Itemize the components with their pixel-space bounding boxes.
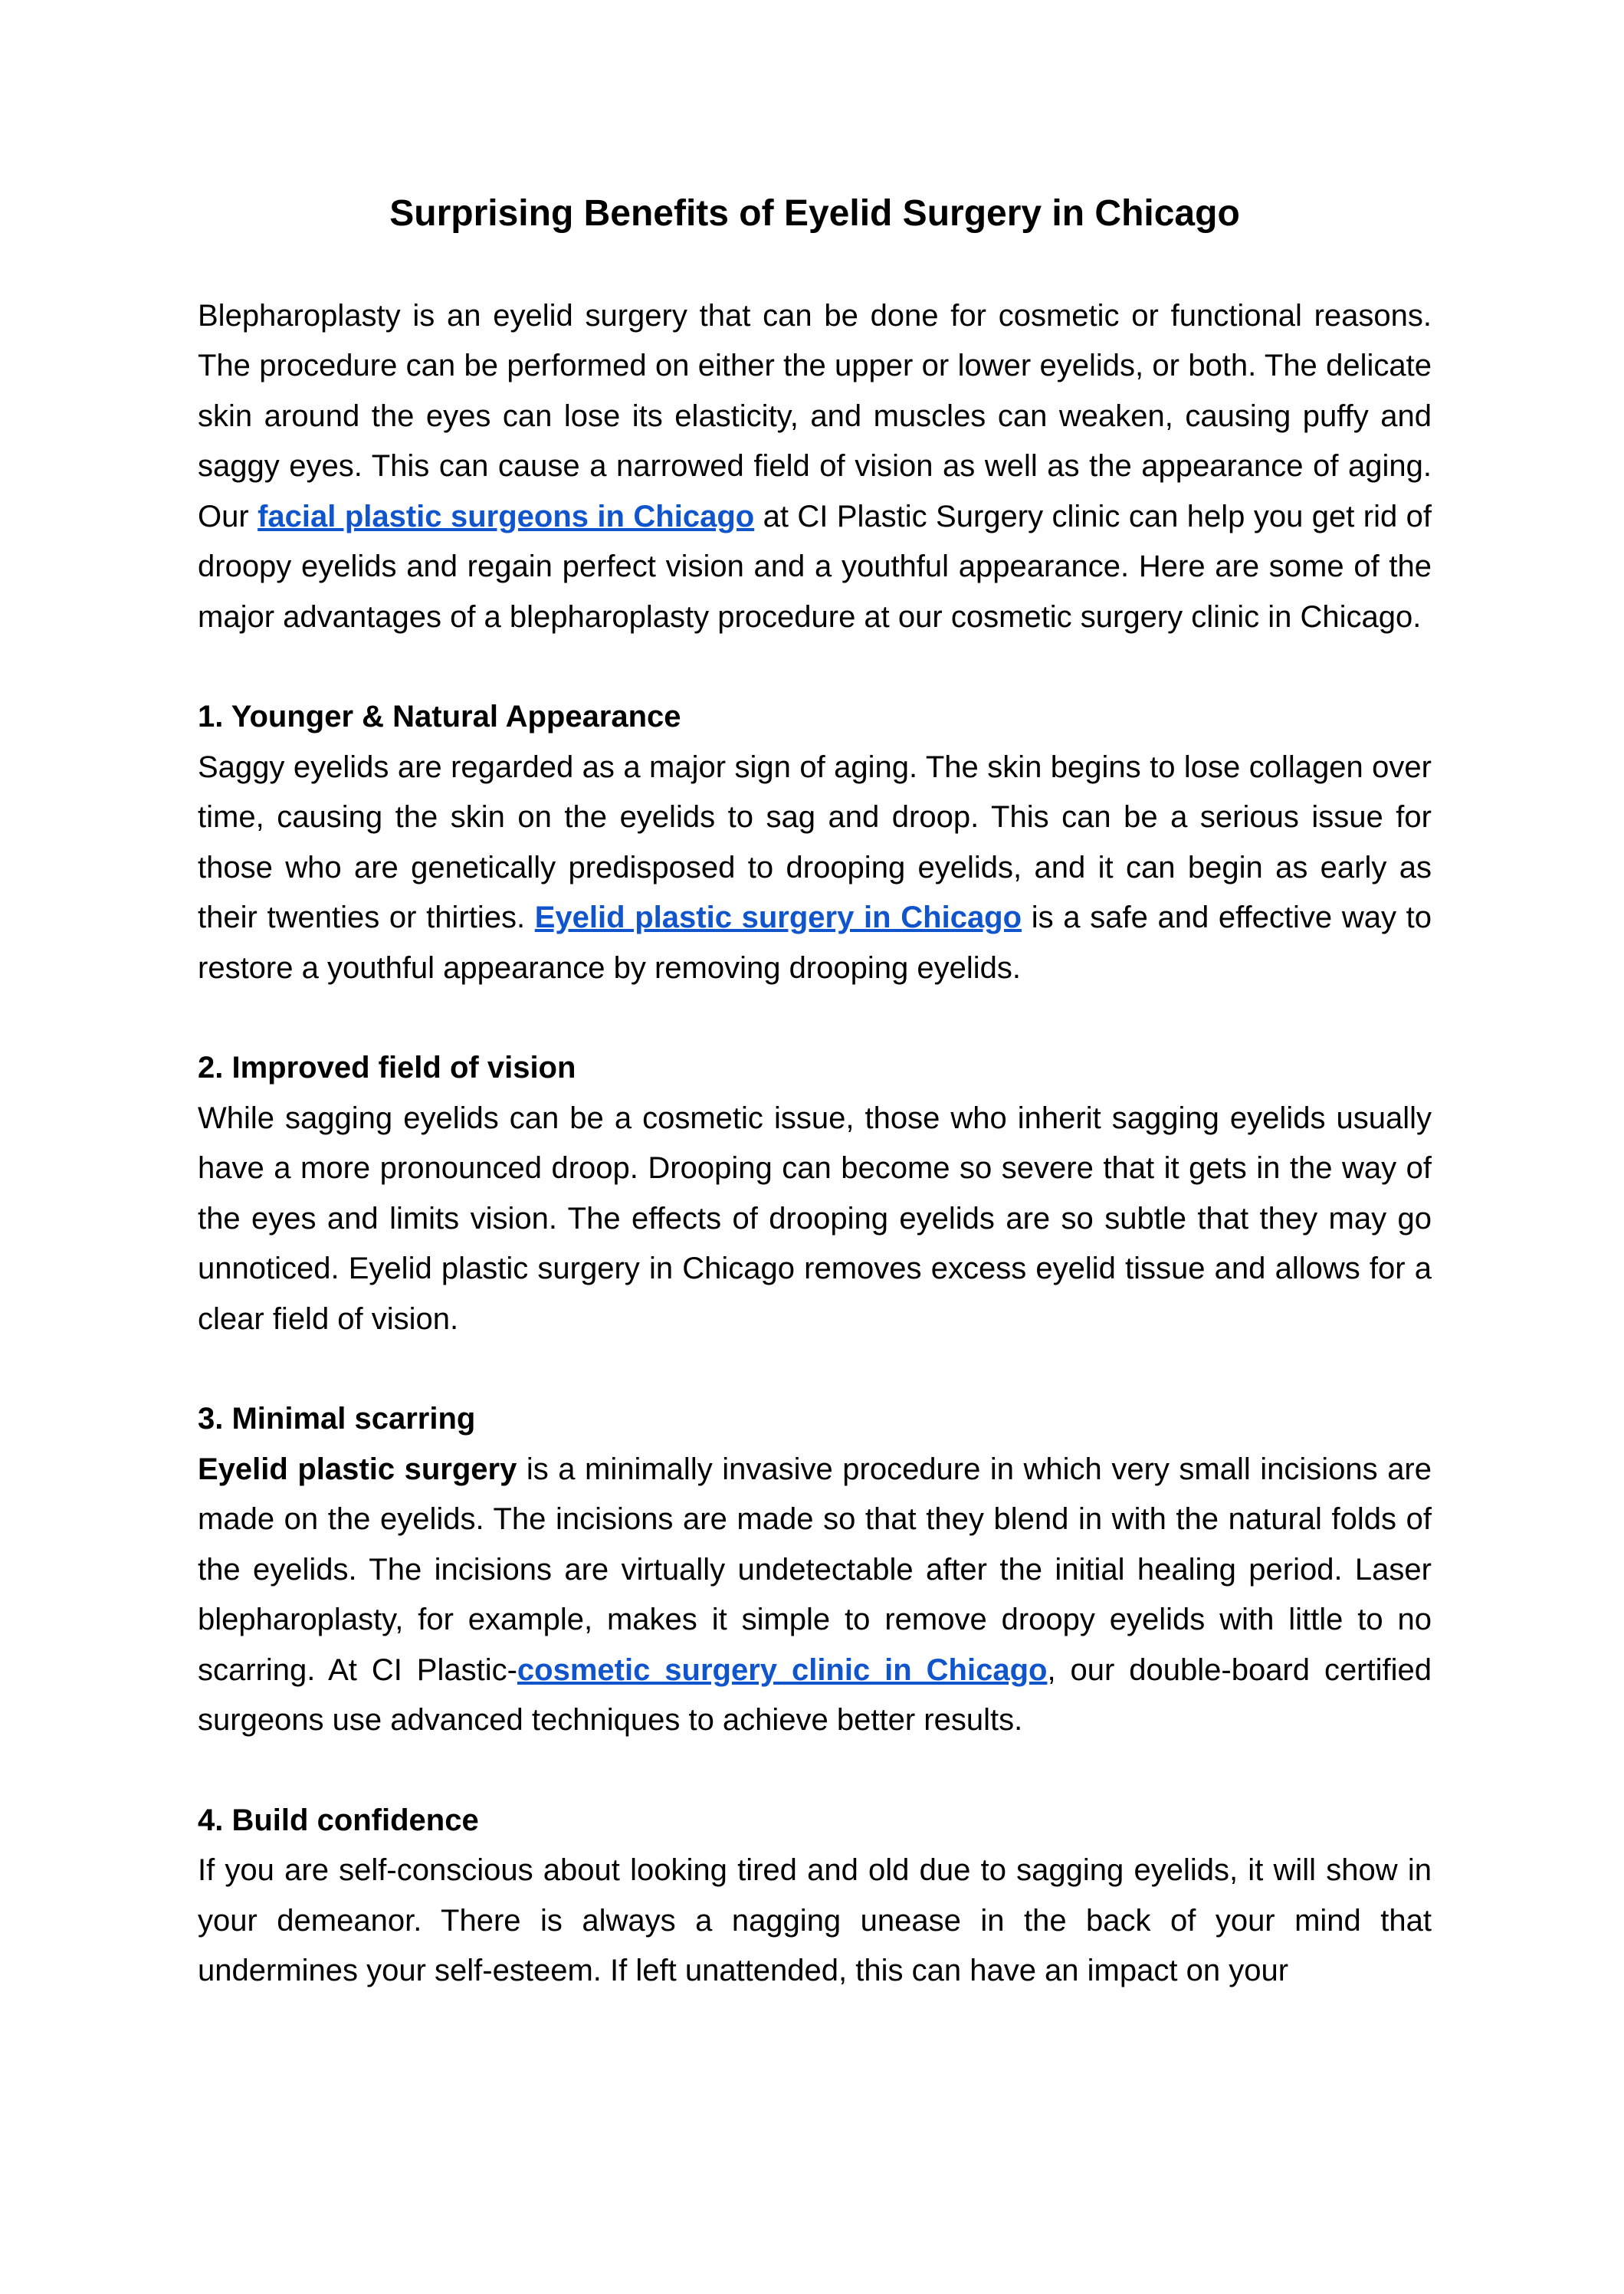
section-build-confidence — [198, 1796, 1432, 1997]
document-title: Surprising Benefits of Eyelid Surgery in Chicago — [389, 193, 1240, 234]
section-field-of-vision — [198, 1043, 1432, 1344]
intro-paragraph — [198, 291, 1432, 643]
cosmetic-surgery-clinic-link[interactable]: cosmetic surgery clinic in Chicago — [517, 1652, 1048, 1687]
section-text-end: is a safe and effective way to restore a youthful appearance by removing drooping eyelids. — [198, 901, 1432, 985]
section-text-end: , our double-board certified surgeons use advanced techniques to achieve better results. — [198, 1652, 1432, 1738]
section-heading: 2. Improved field of vision — [198, 1051, 576, 1085]
section-text-start: is a minimally invasive procedure in which very small incisions are made on the eyelids. The incisions are made so that they blend in with the natural folds of the eyelids. The incisions are virtually undetectable after the initial healing period. Laser blepharoplasty, for example, makes it simple to remove droopy eyelids with little to no scarring. At CI Plastic- — [198, 1452, 1432, 1687]
section-body: If you are self-conscious about looking tired and old due to sagging eyelids, it will show in your demeanor. There is always a nagging unease in the back of your mind that undermines your self-esteem. If left unattended, this can have an impact on your — [198, 1853, 1432, 1988]
section-heading: 4. Build confidence — [198, 1803, 479, 1837]
section-heading: 3. Minimal scarring — [198, 1402, 476, 1436]
intro-text-start: Blepharoplasty is an eyelid surgery that can be done for cosmetic or functional reasons. The procedure can be performed on either the upper or lower eyelids, or both. The delicate skin around the eyes can lose its elasticity, and muscles can weaken, causing puffy and saggy eyes. This can cause a narrowed field of vision as well as the appearance of aging. Our — [198, 298, 1432, 533]
section-body — [198, 1445, 1432, 1746]
eyelid-plastic-surgery-link[interactable]: Eyelid plastic surgery in Chicago — [534, 901, 1022, 935]
document-page — [198, 192, 1432, 1997]
facial-plastic-surgeons-link[interactable]: facial plastic surgeons in Chicago — [258, 499, 755, 533]
section-bold-lead: Eyelid plastic surgery — [198, 1452, 517, 1486]
section-text-start: Saggy eyelids are regarded as a major sign of aging. The skin begins to lose collagen over time, causing the skin on the eyelids to sag and droop. This can be a serious issue for those who are genetically predisposed to drooping eyelids, and it can begin as early as their twenties or thirties. — [198, 750, 1432, 935]
section-body — [198, 743, 1432, 994]
section-body: While sagging eyelids can be a cosmetic issue, those who inherit sagging eyelids usually have a more pronounced droop. Drooping can become so severe that it gets in the way of the eyes and limits vision. The effects of drooping eyelids are so subtle that they may go unnoticed. Eyelid plastic surgery in Chicago removes excess eyelid tissue and allows for a clear field of vision. — [198, 1101, 1432, 1336]
section-younger-appearance — [198, 692, 1432, 993]
intro-text-end: at CI Plastic Surgery clinic can help you get rid of droopy eyelids and regain perfect vision and a youthful appearance. Here are some of the major advantages of a blepharoplasty procedure at our cosmetic surgery clinic in Chicago. — [198, 499, 1432, 634]
section-minimal-scarring — [198, 1394, 1432, 1746]
section-heading: 1. Younger & Natural Appearance — [198, 700, 681, 734]
